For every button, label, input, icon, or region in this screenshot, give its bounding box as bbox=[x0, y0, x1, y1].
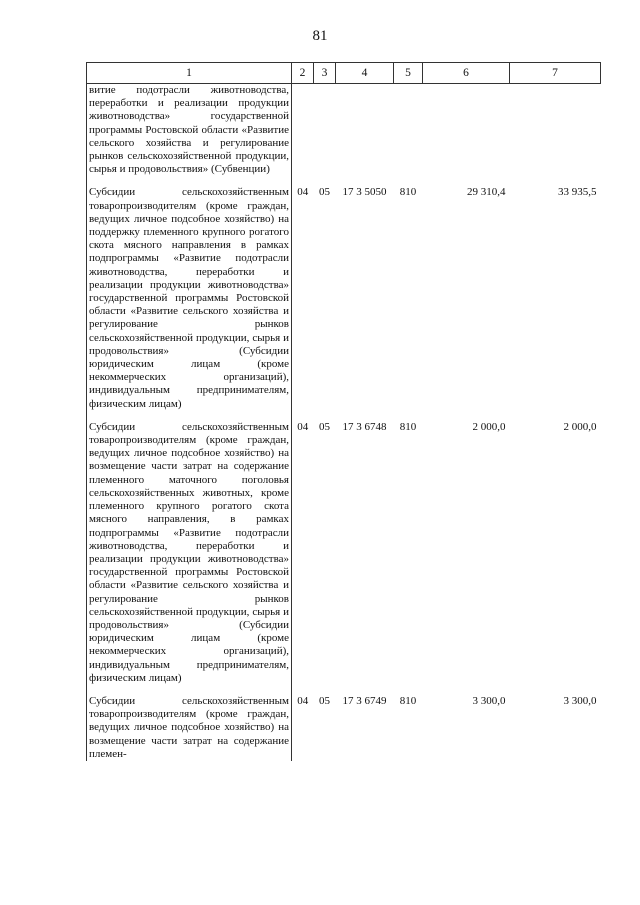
row-target-code: 17 3 5050 bbox=[342, 186, 387, 199]
row-target-code: 17 3 6748 bbox=[342, 420, 387, 433]
row-expense-type bbox=[394, 84, 423, 177]
row-expense-type: 810 bbox=[399, 420, 417, 433]
header-col-6: 6 bbox=[423, 63, 510, 84]
header-col-2: 2 bbox=[292, 63, 314, 84]
table-header-row bbox=[87, 63, 601, 84]
table-row bbox=[87, 421, 601, 685]
row-amount-1: 29 310,4 bbox=[467, 186, 506, 199]
row-section: 04 bbox=[297, 186, 309, 199]
row-section: 04 bbox=[297, 694, 309, 707]
row-name: Субсидии сельскохозяйственным товаропроизводителям (кроме граждан, ведущих личное подсобное хозяйство) на возмещение части затрат на содержание племен- bbox=[87, 695, 292, 761]
row-amount-2: 33 935,5 bbox=[558, 186, 597, 199]
header-col-1: 1 bbox=[87, 63, 292, 84]
header-col-5: 5 bbox=[394, 63, 423, 84]
row-subsection bbox=[314, 84, 336, 177]
row-subsection: 05 bbox=[319, 420, 330, 433]
row-target-code bbox=[336, 84, 394, 177]
row-subsection: 05 bbox=[319, 694, 330, 707]
row-amount-2 bbox=[510, 84, 601, 177]
row-target-code: 17 3 6749 bbox=[342, 694, 387, 707]
row-amount-2: 2 000,0 bbox=[563, 420, 597, 433]
row-amount-2: 3 300,0 bbox=[563, 694, 597, 707]
row-section: 04 bbox=[297, 420, 309, 433]
row-name: Субсидии сельскохозяйственным товаропроизводителям (кроме граждан, ведущих личное подсобное хозяйство) на возмещение части затрат на содержание племенного маточного поголовья сельскохозяйственных животных, кроме племенного крупного рогатого скота мясного направления, в рамках подпрограммы «Развитие подотрасли животноводства, переработки и реализации продукции животноводства» государственной программы Ростовской области «Развитие сельского хозяйства и регулирование рынков сельскохозяйственной продукции, сырья и продовольствия» (Субсидии юридическим лицам (кроме некоммерческих организаций), индивидуальным предпринимателям, физическим лицам) bbox=[87, 421, 292, 685]
budget-table bbox=[86, 62, 601, 761]
row-name: Субсидии сельскохозяйственным товаропроизводителям (кроме граждан, ведущих личное подсобное хозяйство) на поддержку племенного крупного рогатого скота мясного направления в рамках подпрограммы «Развитие подотрасли животноводства, переработки и реализации продукции животноводства» государственной программы Ростовской области «Развитие сельского хозяйства и регулирование рынков сельскохозяйственной продукции, сырья и продовольствия» (Субсидии юридическим лицам (кроме некоммерческих организаций), индивидуальным предпринимателям, физическим лицам) bbox=[87, 186, 292, 410]
row-expense-type: 810 bbox=[399, 694, 417, 707]
row-section bbox=[292, 84, 314, 177]
row-amount-1 bbox=[423, 84, 510, 177]
table-row bbox=[87, 186, 601, 410]
page-number: 81 bbox=[312, 28, 328, 44]
row-subsection: 05 bbox=[319, 186, 330, 199]
header-col-3: 3 bbox=[314, 63, 336, 84]
header-col-4: 4 bbox=[336, 63, 394, 84]
table-row bbox=[87, 84, 601, 177]
row-expense-type: 810 bbox=[399, 186, 417, 199]
row-amount-1: 2 000,0 bbox=[472, 420, 506, 433]
row-name: витие подотрасли животноводства, переработки и реализации продукции животноводства» государственной программы Ростовской области «Развитие сельского хозяйства и регулирование рынков сельскохозяйственной продукции, сырья и продовольствия» (Субвенции) bbox=[87, 84, 292, 177]
table-row bbox=[87, 695, 601, 761]
header-col-7: 7 bbox=[510, 63, 601, 84]
row-amount-1: 3 300,0 bbox=[472, 694, 506, 707]
